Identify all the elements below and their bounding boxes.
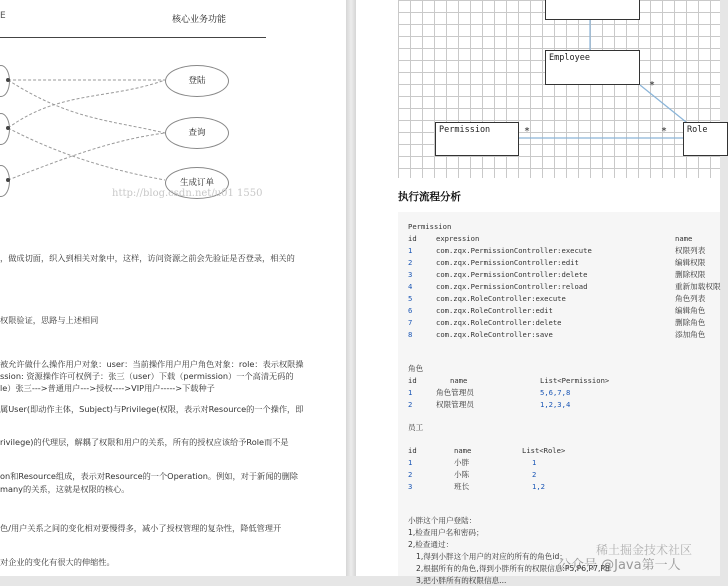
employee-row-name: 班长 <box>454 482 470 491</box>
employee-row-id: 2 <box>408 470 413 479</box>
use-case-login: 登陆 <box>165 65 229 97</box>
permission-row-expression: com.zqx.PermissionController:reload <box>436 282 588 291</box>
employee-title: 员工 <box>408 423 424 432</box>
class-name: Role <box>687 125 708 135</box>
header-letter: E <box>0 11 6 21</box>
paragraph: 对企业的变化有很大的伸缩性。 <box>0 557 115 567</box>
paragraph: 被允许做什么操作用户对象：user：当前操作用户用户角色对象：role：表示权限操 <box>0 359 304 369</box>
paragraph: 权限验证，思路与上述相同 <box>0 315 99 325</box>
employee-row-roles: 1,2 <box>532 482 545 491</box>
employee-row-id: 3 <box>408 482 413 491</box>
permission-col-name: name <box>675 234 693 243</box>
section-title: 执行流程分析 <box>398 191 461 203</box>
login-line: 1,检查用户名和密码； <box>408 528 484 537</box>
header-title: 核心业务功能 <box>172 15 227 25</box>
permission-row-expression: com.zqx.PermissionController:execute <box>436 246 592 255</box>
permission-row-id: 2 <box>408 258 413 267</box>
login-line: 1,得到小胖这个用户的对应的所有的角色id； <box>416 552 567 561</box>
permission-row-name: 删除权限 <box>675 270 706 279</box>
connector-dot <box>6 78 10 82</box>
use-case-order: 生成订单 <box>165 167 229 199</box>
employee-col-name: name <box>454 446 472 455</box>
paragraph: ssion: 资源操作许可权例子：张三（user）下载（permission）一个高清无码的 <box>0 371 294 381</box>
employee-col-id: id <box>408 446 417 455</box>
permission-row-name: 权限列表 <box>675 246 706 255</box>
employee-row-id: 1 <box>408 458 413 467</box>
employee-row-name: 小胖 <box>454 458 470 467</box>
permission-row-expression: com.zqx.PermissionController:delete <box>436 270 588 279</box>
permission-row-name: 编辑角色 <box>675 306 706 315</box>
permission-row-expression: com.zqx.RoleController:save <box>436 330 553 339</box>
paragraph: 属User(即动作主体，Subject)与Privilege(权限，表示对Resource的一个操作，即 <box>0 404 304 414</box>
permission-row-name: 重新加载权限 <box>675 282 721 291</box>
role-row-id: 2 <box>408 400 413 409</box>
permission-row-id: 1 <box>408 246 413 255</box>
permission-title: Permission <box>408 222 452 231</box>
role-row-id: 1 <box>408 388 413 397</box>
employee-row-roles: 1 <box>532 458 537 467</box>
watermark-juejin: 稀土掘金技术社区 <box>596 543 693 557</box>
permission-row-expression: com.zqx.PermissionController:edit <box>436 258 579 267</box>
login-line: 2,根据所有的角色,得到小胖所有的权限信息:P5,P6,P7,P8 <box>416 564 610 573</box>
left-document-page <box>0 0 346 576</box>
watermark-wechat: 公众号 @Java第一人 <box>558 558 681 573</box>
class-box-employee <box>545 50 640 85</box>
paragraph: 色/用户关系之间的变化相对要慢得多，减小了授权管理的复杂性，降低管理开 <box>0 523 282 533</box>
permission-col-id: id <box>408 234 417 243</box>
paragraph: many的关系，这就是权限的核心。 <box>0 484 130 494</box>
multiplicity-label: * <box>649 80 656 91</box>
header-rule <box>0 37 266 38</box>
multiplicity-label: * <box>661 126 668 137</box>
paragraph: rivilege)的代理层，解耦了权限和用户的关系，所有的授权应该给予Role而不是 <box>0 437 289 447</box>
class-box-top <box>545 0 640 20</box>
permission-row-id: 8 <box>408 330 413 339</box>
connector-dot <box>6 178 10 182</box>
paragraph: le）张三--->普通用户--->授权---->VIP用户----->下载种子 <box>0 383 215 393</box>
employee-col-roles: List<Role> <box>522 446 566 455</box>
permission-row-name: 删除角色 <box>675 318 706 327</box>
role-row-permissions: 5,6,7,8 <box>540 388 571 397</box>
class-name: Permission <box>439 125 491 135</box>
image-watermark: http://blog.csdn.net/u01 1550 <box>112 188 263 199</box>
class-box-role <box>683 122 728 156</box>
permission-row-name: 添加角色 <box>675 330 706 339</box>
permission-row-id: 7 <box>408 318 413 327</box>
role-row-name: 角色管理员 <box>436 388 474 397</box>
role-col-name: name <box>450 376 468 385</box>
role-col-permissions-label: List<Permission> <box>540 376 610 385</box>
paragraph: on和Resource组成，表示对Resource的一个Operation。例如，对于新闻的删除 <box>0 471 298 481</box>
permission-row-expression: com.zqx.RoleController:delete <box>436 318 562 327</box>
login-line: 小胖这个用户登陆： <box>408 516 477 525</box>
connector-dot <box>6 126 10 130</box>
role-col-permissions <box>540 376 609 385</box>
login-line: 2,检查通过： <box>408 540 454 549</box>
login-line: 3,把小胖所有的权限信息... <box>416 576 507 585</box>
permission-row-id: 4 <box>408 282 413 291</box>
multiplicity-label: * <box>524 126 531 137</box>
class-box-permission <box>435 122 519 156</box>
employee-row-roles: 2 <box>532 470 537 479</box>
permission-col-expression: expression <box>436 234 480 243</box>
role-col-id: id <box>408 376 417 385</box>
class-diagram-connectors <box>356 0 720 178</box>
use-case-query: 查询 <box>165 117 229 149</box>
role-row-permissions: 1,2,3,4 <box>540 400 571 409</box>
permission-row-name: 角色列表 <box>675 294 706 303</box>
role-title: 角色 <box>408 364 424 373</box>
paragraph: ，做成切面，织入到相关对象中，这样，访问资源之前会先验证是否登录，相关的 <box>0 253 295 263</box>
permission-row-expression: com.zqx.RoleController:edit <box>436 306 553 315</box>
role-row-name: 权限管理员 <box>436 400 474 409</box>
right-document-page <box>356 0 721 585</box>
permission-row-id: 5 <box>408 294 413 303</box>
permission-row-id: 3 <box>408 270 413 279</box>
permission-row-name: 编辑权限 <box>675 258 706 267</box>
employee-row-name: 小陈 <box>454 470 470 479</box>
class-name: Employee <box>549 53 590 63</box>
page-gutter-shadow <box>346 0 356 576</box>
permission-row-id: 6 <box>408 306 413 315</box>
permission-row-expression: com.zqx.RoleController:execute <box>436 294 566 303</box>
code-block <box>398 212 721 585</box>
